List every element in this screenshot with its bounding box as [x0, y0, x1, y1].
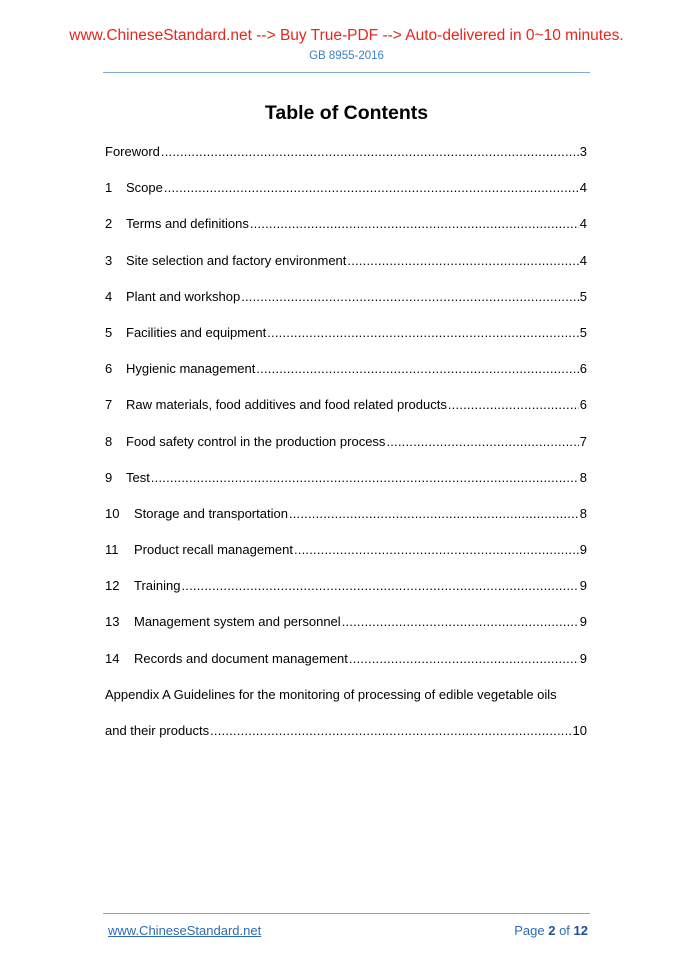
toc-entry-page: 9	[579, 650, 587, 666]
dot-leader	[164, 178, 579, 198]
toc-entry-number: 10	[105, 505, 120, 521]
toc-entry-5[interactable]	[105, 321, 587, 357]
toc-entry-number: 12	[105, 578, 120, 594]
total-page-number: 12	[573, 923, 588, 938]
toc-entry-label: Raw materials, food additives and food related products	[126, 397, 447, 413]
toc-entry-page: 4	[579, 180, 587, 196]
toc-entry-page: 5	[579, 324, 587, 340]
toc-entry-number: 1	[105, 180, 113, 196]
toc-entry-page: 3	[579, 144, 587, 159]
dot-leader	[210, 721, 571, 741]
toc-entry-14[interactable]	[105, 647, 587, 683]
toc-entry-9[interactable]	[105, 466, 587, 502]
toc-entry-page: 7	[579, 433, 587, 449]
header-divider	[103, 72, 590, 73]
toc-entry-12[interactable]	[105, 574, 587, 610]
toc-entry-label: Hygienic management	[126, 361, 256, 377]
dot-leader	[241, 287, 579, 307]
toc-entry-number: 14	[105, 650, 120, 666]
toc-entry-label: Scope	[126, 180, 163, 196]
toc-entry-label: Facilities and equipment	[126, 324, 267, 340]
toc-entry-label: and their products	[105, 723, 210, 738]
toc-title: Table of Contents	[264, 102, 429, 124]
toc-entry-7[interactable]	[105, 393, 587, 429]
dot-leader	[386, 432, 578, 452]
page-of-word: of	[559, 923, 570, 938]
toc-entry-appendix-a-line1[interactable]	[105, 683, 587, 719]
purchase-banner[interactable]: www.ChineseStandard.net --> Buy True-PDF --> Auto-delivered in 0~10 minutes.	[69, 27, 624, 44]
toc-entry-label: Records and document management	[134, 650, 348, 666]
dot-leader	[256, 359, 578, 379]
toc-entry-number: 13	[105, 614, 120, 630]
toc-entry-page: 8	[579, 505, 587, 521]
toc-entry-number: 5	[105, 324, 113, 340]
toc-entry-1[interactable]	[105, 176, 587, 212]
toc-entry-page: 4	[579, 216, 587, 232]
toc-entry-page: 10	[572, 723, 587, 738]
toc-entry-3[interactable]	[105, 249, 587, 285]
toc-entry-6[interactable]	[105, 357, 587, 393]
toc-entry-page: 4	[579, 252, 587, 268]
current-page-number: 2	[548, 923, 556, 938]
toc-entry-page: 9	[579, 542, 587, 558]
dot-leader	[342, 612, 579, 632]
dot-leader	[181, 576, 578, 596]
toc-entry-8[interactable]	[105, 430, 587, 466]
toc-entry-2[interactable]	[105, 212, 587, 248]
dot-leader	[347, 251, 578, 271]
toc-entry-11[interactable]	[105, 538, 587, 574]
toc-entry-number: 2	[105, 216, 113, 232]
toc-entry-page: 6	[579, 397, 587, 413]
toc-entry-label: Food safety control in the production process	[126, 433, 386, 449]
toc-entry-number: 8	[105, 433, 113, 449]
toc-entry-page: 9	[579, 578, 587, 594]
dot-leader	[161, 142, 579, 162]
toc-entry-13[interactable]	[105, 610, 587, 646]
toc-entry-number: 9	[105, 469, 113, 485]
toc-entry-page: 9	[579, 614, 587, 630]
toc-entry-label: Product recall management	[134, 542, 293, 558]
toc-entry-label: Test	[126, 469, 150, 485]
toc-entry-number: 6	[105, 361, 113, 377]
footer-website-link[interactable]: www.ChineseStandard.net	[108, 923, 262, 938]
toc-entry-label: Training	[134, 578, 181, 594]
toc-entry-label: Plant and workshop	[126, 288, 241, 304]
dot-leader	[289, 504, 579, 524]
toc-entry-4[interactable]	[105, 285, 587, 321]
page-indicator	[514, 922, 588, 940]
toc-entry-foreword[interactable]	[105, 140, 587, 176]
toc-entry-label: Management system and personnel	[134, 614, 341, 630]
toc-entry-10[interactable]	[105, 502, 587, 538]
toc-entry-label: Terms and definitions	[126, 216, 249, 232]
toc-entry-label: Storage and transportation	[134, 505, 288, 521]
dot-leader	[294, 540, 579, 560]
toc-entry-number: 3	[105, 252, 113, 268]
toc-entry-number: 7	[105, 397, 113, 413]
toc-entry-number: 4	[105, 288, 113, 304]
dot-leader	[267, 323, 579, 343]
standard-code: GB 8955-2016	[309, 50, 384, 62]
toc-list	[105, 140, 587, 755]
dot-leader	[250, 214, 579, 234]
page-word: Page	[514, 923, 545, 938]
dot-leader	[448, 395, 579, 415]
toc-entry-page: 6	[579, 361, 587, 377]
dot-leader	[151, 468, 579, 488]
toc-entry-number: 11	[105, 542, 119, 558]
footer-divider	[103, 913, 590, 914]
toc-entry-page: 8	[579, 469, 587, 485]
toc-entry-label: Appendix A Guidelines for the monitoring of processing of edible vegetable oils	[105, 686, 557, 702]
toc-entry-label: Foreword	[105, 144, 160, 159]
toc-entry-page: 5	[579, 288, 587, 304]
toc-entry-label: Site selection and factory environment	[126, 252, 347, 268]
dot-leader	[349, 649, 579, 669]
toc-entry-appendix-a-line2[interactable]	[105, 719, 587, 755]
